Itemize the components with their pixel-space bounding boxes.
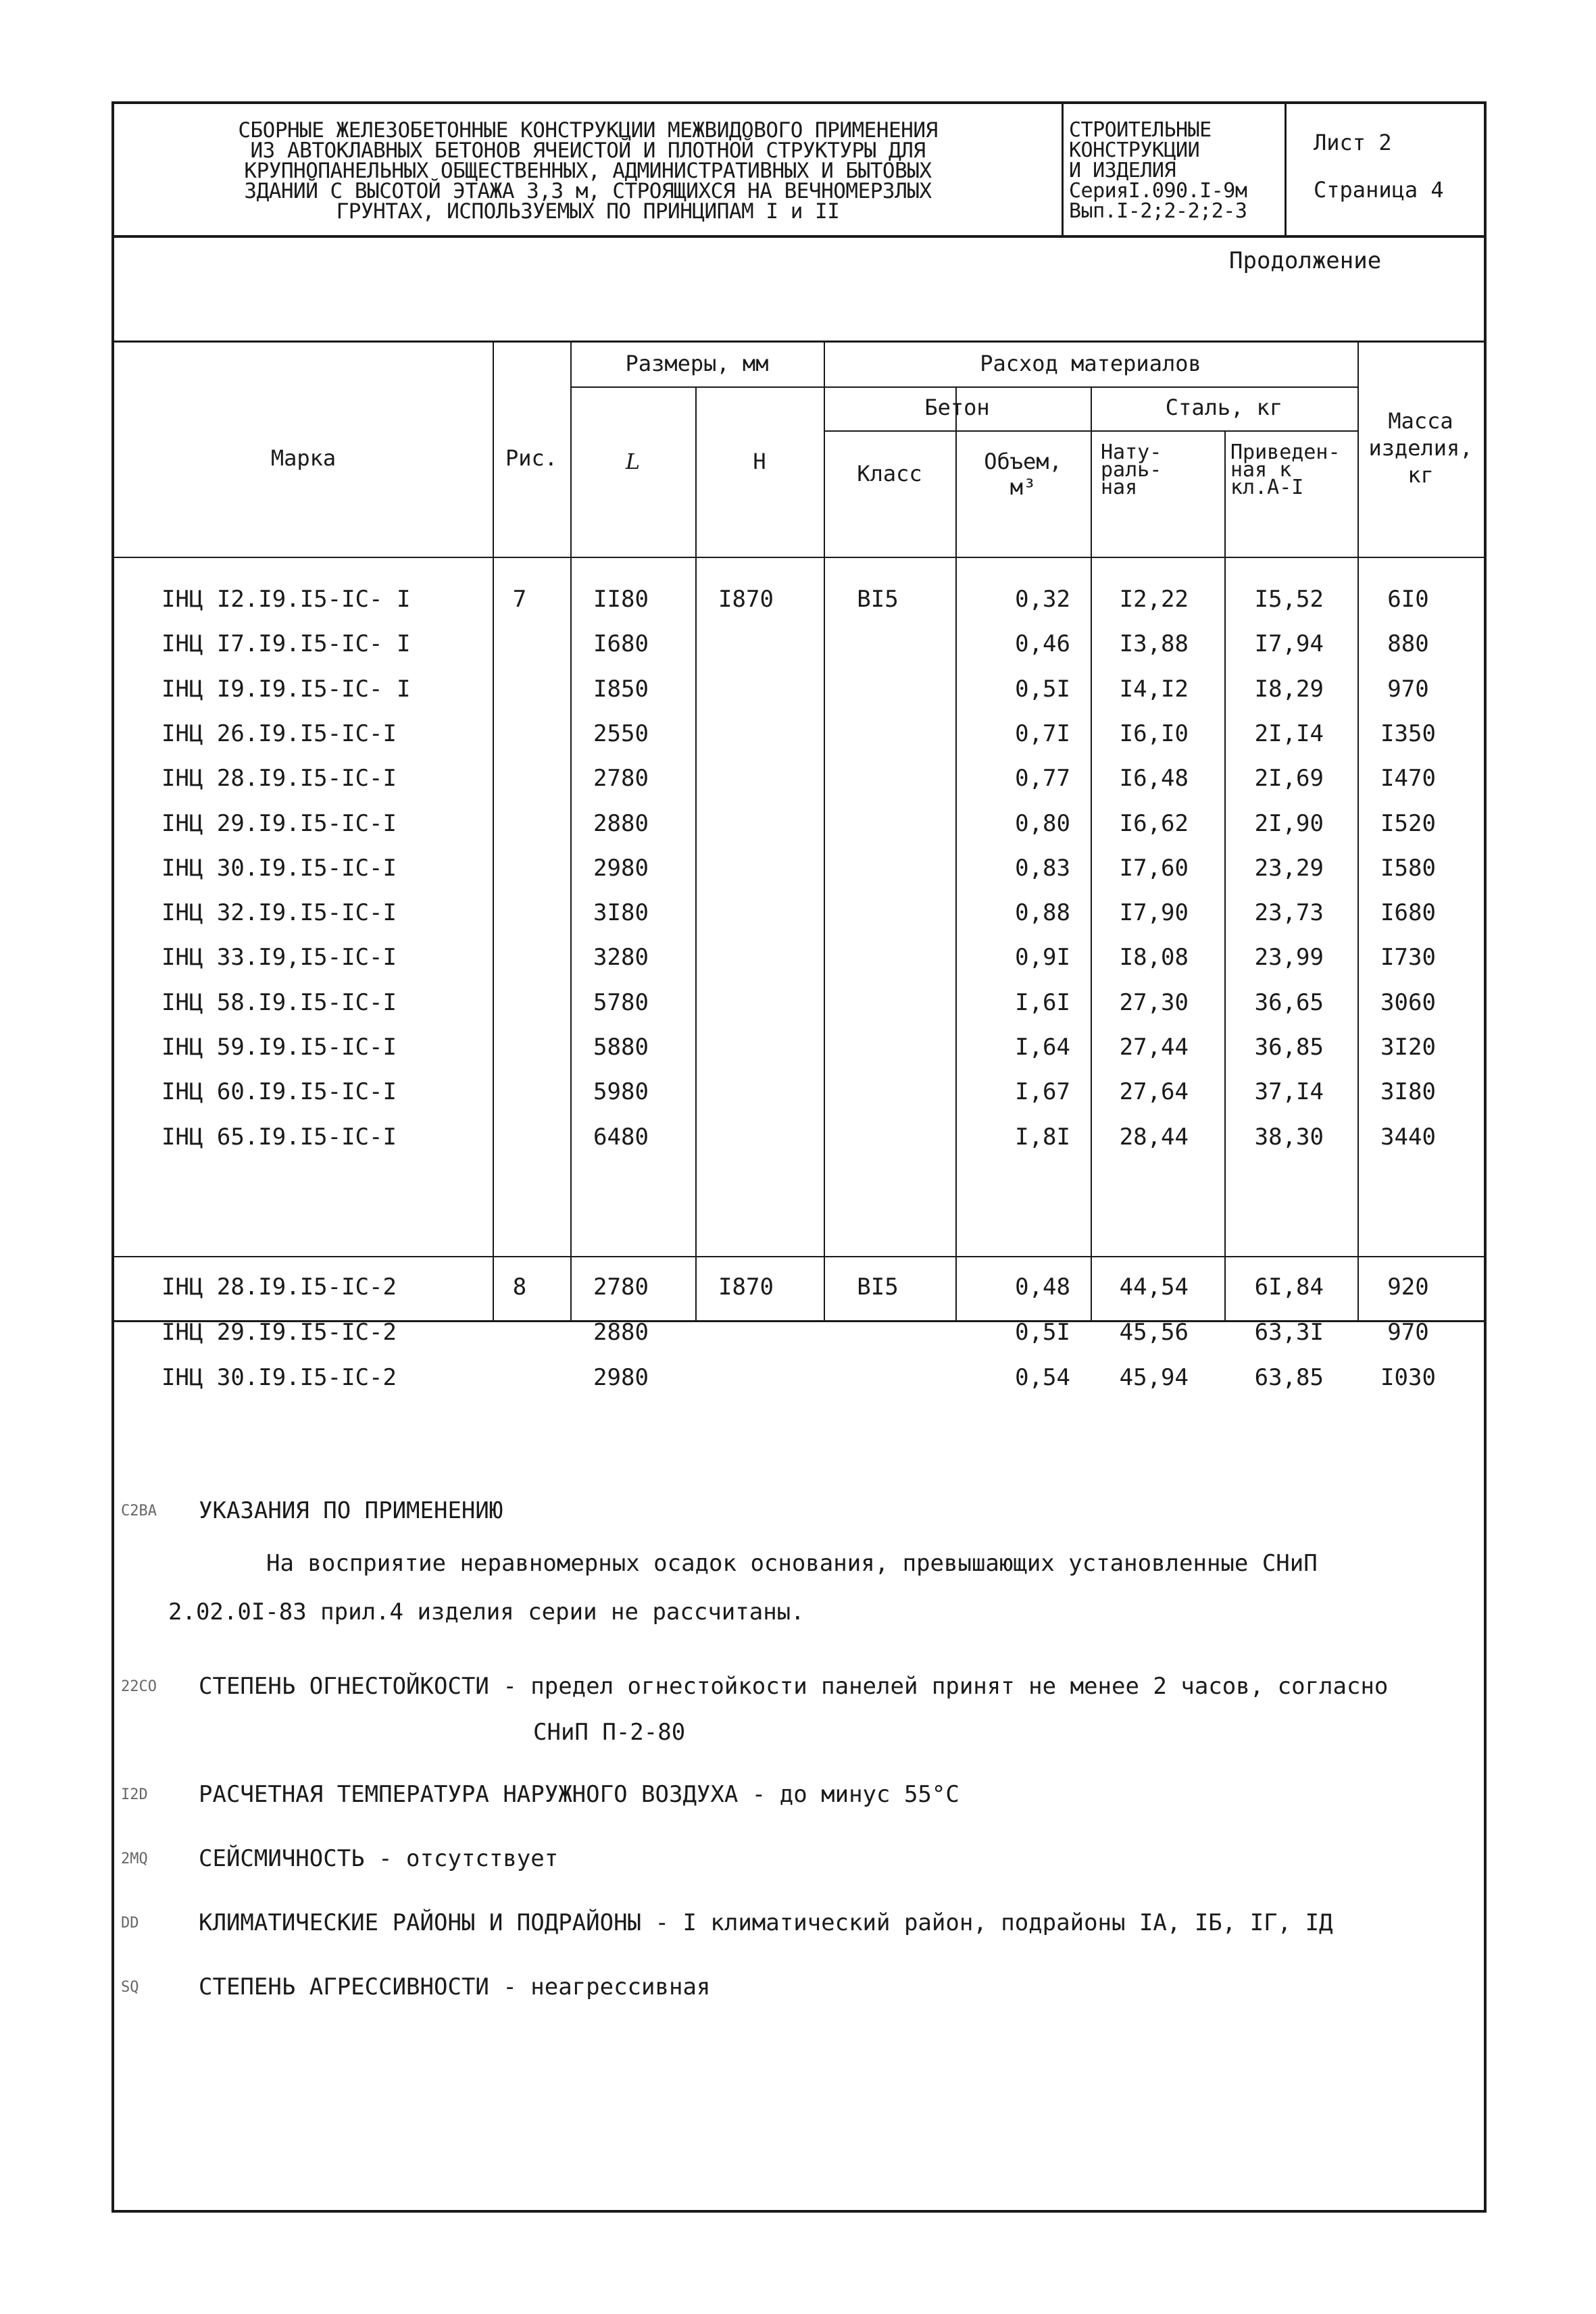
row-mark: IНЦ 30.I9.I5-IC-2	[161, 1364, 397, 1391]
row-steel-reduced: 2I,I4	[1254, 720, 1324, 747]
row-volume: 0,54	[1015, 1364, 1070, 1391]
series-line: СерияI.090.I-9м	[1069, 179, 1247, 203]
row-length: 2780	[593, 765, 649, 793]
row-steel-natural: I6,48	[1119, 765, 1189, 793]
row-volume: 0,5I	[1015, 1319, 1070, 1346]
header-fig: Рис.	[505, 445, 558, 471]
row-length: 2880	[593, 809, 649, 837]
row-mark: IНЦ 28.I9.I5-IC-I	[161, 765, 397, 793]
row-steel-natural: I6,I0	[1119, 720, 1189, 747]
row-steel-natural: I2,22	[1119, 586, 1189, 613]
row-steel-natural: 27,30	[1119, 988, 1189, 1016]
row-mass: I030	[1380, 1364, 1436, 1391]
note-code: DD	[121, 1915, 139, 1932]
materials-table	[114, 341, 1484, 1391]
row-mass: 3I80	[1380, 1078, 1436, 1106]
row-mass: I730	[1380, 944, 1436, 972]
row-volume: I,6I	[1015, 988, 1070, 1016]
row-steel-reduced: 23,29	[1254, 854, 1324, 882]
note-code: 22CO	[121, 1678, 157, 1695]
row-volume: 0,88	[1015, 899, 1070, 927]
row-mass: 3440	[1380, 1123, 1436, 1151]
row-mark: IНЦ 32.I9.I5-IC-I	[161, 899, 397, 927]
row-steel-reduced: 36,85	[1254, 1034, 1324, 1061]
sheet-block	[1287, 104, 1484, 238]
continuation-label: Продолжение	[1229, 247, 1382, 274]
header-H: H	[753, 449, 766, 474]
row-mark: IНЦ I2.I9.I5-IC- I	[161, 586, 411, 613]
row-volume: I,64	[1015, 1034, 1070, 1061]
row-length: 6480	[593, 1123, 649, 1151]
row-length: 5880	[593, 1034, 649, 1061]
row-volume: 0,32	[1015, 586, 1070, 613]
row-volume: 0,77	[1015, 765, 1070, 793]
note-code: I2D	[121, 1786, 148, 1803]
note-code: SQ	[121, 1979, 139, 1996]
row-steel-reduced: I7,94	[1254, 630, 1324, 658]
row-mass: 3I20	[1380, 1034, 1436, 1061]
header-concrete: Бетон	[924, 395, 990, 420]
row-length: 5780	[593, 988, 649, 1016]
row-mass: 920	[1387, 1274, 1429, 1301]
row-steel-natural: 27,64	[1119, 1078, 1189, 1106]
row-steel-reduced: 2I,90	[1254, 809, 1324, 837]
series-line: КОНСТРУКЦИИ	[1069, 139, 1200, 162]
row-mass: I520	[1380, 809, 1436, 837]
series-line: СТРОИТЕЛЬНЫЕ	[1069, 118, 1212, 142]
row-steel-reduced: 23,73	[1254, 899, 1324, 927]
header-reduced: ная к	[1230, 458, 1292, 482]
row-steel-reduced: 38,30	[1254, 1123, 1324, 1151]
series-line: И ИЗДЕЛИЯ	[1069, 159, 1176, 182]
row-length: I850	[593, 675, 649, 703]
header-materials: Расход материалов	[980, 351, 1201, 376]
note-text: КЛИМАТИЧЕСКИЕ РАЙОНЫ И ПОДРАЙОНЫ - I климатический район, подрайоны IА, IБ, IГ, IД	[199, 1909, 1333, 1936]
row-mark: IНЦ I7.I9.I5-IC- I	[161, 630, 411, 658]
row-length: 3I80	[593, 899, 649, 927]
sheet-number: Лист 2	[1314, 130, 1392, 155]
row-mass: 970	[1387, 1319, 1429, 1346]
row-steel-natural: I6,62	[1119, 809, 1189, 837]
row-length: 2550	[593, 720, 649, 747]
concrete-class: BI5	[857, 1274, 899, 1301]
row-mark: IНЦ 28.I9.I5-IC-2	[161, 1274, 397, 1301]
row-length: 2980	[593, 1364, 649, 1391]
header-natural: раль-	[1101, 458, 1162, 482]
note-text: СЕЙСМИЧНОСТЬ - отсутствует	[199, 1845, 559, 1872]
height-value: I870	[718, 586, 774, 613]
page-number: Страница 4	[1314, 177, 1444, 203]
note-text: На восприятие неравномерных осадок основания, превышающих установленные СНиП	[266, 1550, 1318, 1577]
header-reduced: кл.А-I	[1230, 476, 1304, 499]
row-volume: 0,48	[1015, 1274, 1070, 1301]
row-length: 2780	[593, 1274, 649, 1301]
row-mass: I680	[1380, 899, 1436, 927]
note-text: СТЕПЕНЬ ОГНЕСТОЙКОСТИ - предел огнестойкости панелей принят не менее 2 часов, согласно	[199, 1673, 1389, 1700]
row-length: 3280	[593, 944, 649, 972]
height-value: I870	[718, 1274, 774, 1301]
row-steel-reduced: I8,29	[1254, 675, 1324, 703]
header-reduced: Приведен-	[1230, 441, 1341, 464]
row-steel-natural: I7,60	[1119, 854, 1189, 882]
row-mass: I350	[1380, 720, 1436, 747]
row-steel-natural: I4,I2	[1119, 675, 1189, 703]
series-line: Вып.I-2;2-2;2-3	[1069, 199, 1247, 223]
row-mark: IНЦ 58.I9.I5-IC-I	[161, 988, 397, 1016]
row-volume: I,8I	[1015, 1123, 1070, 1151]
note-text: РАСЧЕТНАЯ ТЕМПЕРАТУРА НАРУЖНОГО ВОЗДУХА - до минус 55°С	[199, 1781, 959, 1808]
header-volume-unit: м³	[1009, 474, 1037, 500]
title-line: КРУПНОПАНЕЛЬНЫХ ОБЩЕСТВЕННЫХ, АДМИНИСТРАТИВНЫХ И БЫТОВЫХ	[244, 159, 932, 183]
row-mass: 6I0	[1387, 586, 1429, 613]
row-volume: I,67	[1015, 1078, 1070, 1106]
header-dims: Размеры, мм	[625, 351, 769, 376]
row-steel-natural: I3,88	[1119, 630, 1189, 658]
row-steel-natural: 44,54	[1119, 1274, 1189, 1301]
row-steel-reduced: 63,85	[1254, 1364, 1324, 1391]
header-mass: Масса	[1388, 408, 1453, 434]
row-volume: 0,7I	[1015, 720, 1070, 747]
header-volume: Объем,	[984, 449, 1062, 474]
row-steel-natural: 28,44	[1119, 1123, 1189, 1151]
row-mass: I470	[1380, 765, 1436, 793]
header-class: Класс	[857, 461, 922, 486]
row-steel-reduced: I5,52	[1254, 586, 1324, 613]
row-steel-reduced: 2I,69	[1254, 765, 1324, 793]
title-line: ИЗ АВТОКЛАВНЫХ БЕТОНОВ ЯЧЕИСТОЙ И ПЛОТНОЙ СТРУКТУРЫ ДЛЯ	[250, 139, 926, 163]
row-mass: I580	[1380, 854, 1436, 882]
note-text: 2.02.0I-83 прил.4 изделия серии не рассчитаны.	[168, 1599, 805, 1626]
row-mass: 3060	[1380, 988, 1436, 1016]
row-mark: IНЦ I9.I9.I5-IC- I	[161, 675, 411, 703]
row-mark: IНЦ 33.I9,I5-IC-I	[161, 944, 397, 972]
row-mass: 880	[1387, 630, 1429, 658]
row-steel-natural: I8,08	[1119, 944, 1189, 972]
fig-number: 7	[512, 586, 527, 613]
header-L: L	[625, 449, 641, 474]
row-steel-reduced: 63,3I	[1254, 1319, 1324, 1346]
concrete-class: BI5	[857, 586, 899, 613]
note-heading: УКАЗАНИЯ ПО ПРИМЕНЕНИЮ	[199, 1497, 503, 1524]
row-steel-natural: 27,44	[1119, 1034, 1189, 1061]
row-volume: 0,83	[1015, 854, 1070, 882]
note-code: 2MQ	[121, 1851, 148, 1867]
row-mark: IНЦ 29.I9.I5-IC-2	[161, 1319, 397, 1346]
row-volume: 0,5I	[1015, 675, 1070, 703]
header-mass: изделия,	[1368, 435, 1473, 461]
note-text: СТЕПЕНЬ АГРЕССИВНОСТИ - неагрессивная	[199, 1973, 711, 2001]
row-volume: 0,80	[1015, 809, 1070, 837]
series-block	[1064, 104, 1287, 238]
header-natural: Нату-	[1101, 441, 1162, 464]
row-volume: 0,46	[1015, 630, 1070, 658]
row-mass: 970	[1387, 675, 1429, 703]
row-length: 5980	[593, 1078, 649, 1106]
row-mark: IНЦ 30.I9.I5-IC-I	[161, 854, 397, 882]
row-steel-natural: 45,94	[1119, 1364, 1189, 1391]
header-mark: Марка	[270, 445, 336, 471]
header-steel: Сталь, кг	[1165, 395, 1283, 420]
title-block	[114, 104, 1064, 238]
note-code: C2BA	[121, 1503, 157, 1519]
row-mark: IНЦ 29.I9.I5-IC-I	[161, 809, 397, 837]
row-mark: IНЦ 60.I9.I5-IC-I	[161, 1078, 397, 1106]
header-mass: кг	[1407, 462, 1434, 488]
row-length: 2880	[593, 1319, 649, 1346]
note-text: СНиП П-2-80	[533, 1719, 686, 1746]
row-length: 2980	[593, 854, 649, 882]
row-steel-reduced: 6I,84	[1254, 1274, 1324, 1301]
fig-number: 8	[512, 1274, 527, 1301]
row-mark: IНЦ 59.I9.I5-IC-I	[161, 1034, 397, 1061]
row-steel-reduced: 37,I4	[1254, 1078, 1324, 1106]
title-line: ГРУНТАХ, ИСПОЛЬЗУЕМЫХ ПО ПРИНЦИПАМ I и II	[336, 199, 840, 224]
title-line: СБОРНЫЕ ЖЕЛЕЗОБЕТОННЫЕ КОНСТРУКЦИИ МЕЖВИДОВОГО ПРИМЕНЕНИЯ	[238, 118, 938, 143]
page-frame	[111, 101, 1487, 2213]
row-steel-natural: I7,90	[1119, 899, 1189, 927]
header-natural: ная	[1101, 476, 1138, 499]
row-length: I680	[593, 630, 649, 658]
row-volume: 0,9I	[1015, 944, 1070, 972]
row-steel-natural: 45,56	[1119, 1319, 1189, 1346]
title-line: ЗДАНИЙ С ВЫСОТОЙ ЭТАЖА 3,3 м, СТРОЯЩИХСЯ НА ВЕЧНОМЕРЗЛЫХ	[244, 179, 932, 203]
row-mark: IНЦ 65.I9.I5-IC-I	[161, 1123, 397, 1151]
row-steel-reduced: 36,65	[1254, 988, 1324, 1016]
row-mark: IНЦ 26.I9.I5-IC-I	[161, 720, 397, 747]
row-steel-reduced: 23,99	[1254, 944, 1324, 972]
row-length: II80	[593, 586, 649, 613]
